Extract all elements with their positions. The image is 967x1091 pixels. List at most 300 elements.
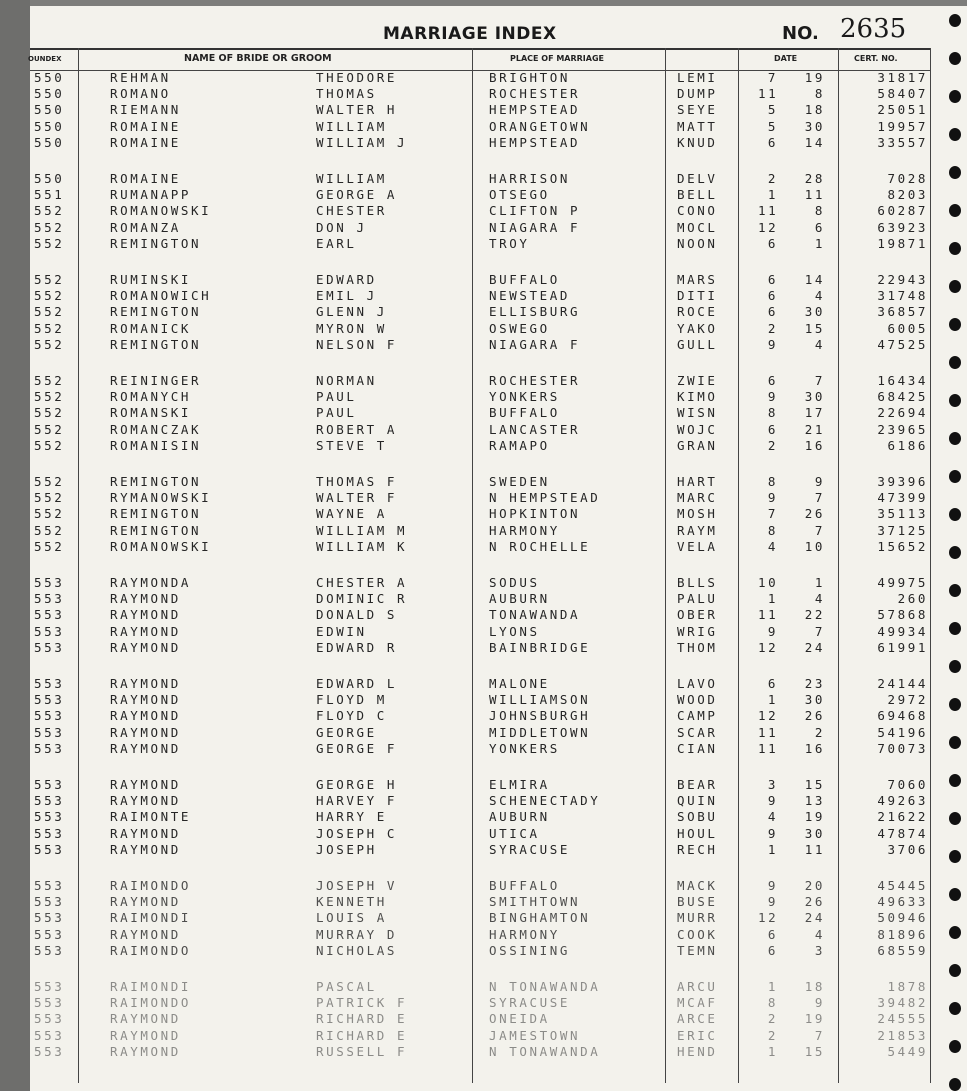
place-of-marriage: BAINBRIDGE	[489, 639, 591, 655]
date-day: 13	[804, 793, 825, 809]
given-name: RICHARD E	[316, 1011, 408, 1027]
place-of-marriage: HOPKINTON	[489, 506, 581, 522]
place-of-marriage: BINGHAMTON	[489, 910, 591, 926]
date-month: 11	[758, 740, 779, 756]
surname: ROMANZA	[110, 219, 181, 235]
certificate-number: 5449	[887, 1043, 928, 1059]
column-rule	[665, 48, 666, 1083]
soundex-code: 552	[34, 405, 65, 421]
date-month: 5	[767, 102, 778, 118]
header-soundex: OUNDEX	[28, 55, 62, 63]
soundex-code: 552	[34, 421, 65, 437]
place-of-marriage: UTICA	[489, 825, 540, 841]
soundex-code: 551	[34, 187, 65, 203]
date-day: 20	[804, 878, 825, 893]
header-name: NAME OF BRIDE OR GROOM	[184, 53, 332, 64]
date-month: 11	[758, 203, 779, 219]
binder-hole	[949, 774, 961, 787]
place-of-marriage: SYRACUSE	[489, 841, 571, 857]
certificate-number: 3706	[887, 841, 928, 857]
surname: ROMANCZAK	[110, 421, 202, 437]
surname: REMINGTON	[110, 304, 202, 320]
date-day: 26	[804, 708, 825, 724]
place-of-marriage: N TONAWANDA	[489, 979, 601, 994]
surname: RAYMONDA	[110, 575, 192, 590]
column-rule	[78, 48, 79, 1083]
date-day: 30	[804, 389, 825, 405]
number-label: NO.	[782, 23, 819, 44]
soundex-code: 553	[34, 676, 65, 691]
given-name: FLOYD C	[316, 708, 387, 724]
soundex-code: 552	[34, 373, 65, 388]
surname: RAYMOND	[110, 894, 181, 910]
given-name: EARL	[316, 235, 357, 251]
officer-code: MURR	[677, 910, 718, 926]
officer-code: LEMI	[677, 70, 718, 85]
certificate-number: 54196	[877, 724, 928, 740]
surname: RYMANOWSKI	[110, 490, 212, 506]
surname: RAIMONDI	[110, 910, 192, 926]
certificate-number: 37125	[877, 522, 928, 538]
officer-code: MOCL	[677, 219, 718, 235]
certificate-number: 31748	[877, 288, 928, 304]
date-day: 15	[804, 320, 825, 336]
date-day: 9	[814, 995, 825, 1011]
soundex-code: 552	[34, 304, 65, 320]
binder-hole	[949, 14, 961, 27]
given-name: PAUL	[316, 389, 357, 405]
date-day: 24	[804, 910, 825, 926]
given-name: WAYNE A	[316, 506, 387, 522]
binder-hole	[949, 660, 961, 673]
place-of-marriage: ORANGETOWN	[489, 118, 591, 134]
column-rule	[738, 48, 739, 1083]
date-month: 6	[767, 926, 778, 942]
soundex-code: 553	[34, 841, 65, 857]
place-of-marriage: BUFFALO	[489, 405, 560, 421]
place-of-marriage: OTSEGO	[489, 187, 550, 203]
soundex-code: 553	[34, 809, 65, 825]
place-of-marriage: ELMIRA	[489, 777, 550, 792]
certificate-number: 21853	[877, 1027, 928, 1043]
officer-code: ROCE	[677, 304, 718, 320]
date-month: 10	[758, 575, 779, 590]
surname: ROMANOWICH	[110, 288, 212, 304]
surname: RIEMANN	[110, 102, 181, 118]
surname: ROMANOWSKI	[110, 203, 212, 219]
date-day: 1	[814, 235, 825, 251]
surname: RAYMOND	[110, 724, 181, 740]
soundex-code: 552	[34, 437, 65, 453]
officer-code: ARCU	[677, 979, 718, 994]
binder-hole	[949, 1078, 961, 1091]
certificate-number: 8203	[887, 187, 928, 203]
index-number: 2635	[840, 14, 907, 44]
place-of-marriage: N HEMPSTEAD	[489, 490, 601, 506]
soundex-code: 552	[34, 506, 65, 522]
certificate-number: 21622	[877, 809, 928, 825]
binder-hole	[949, 546, 961, 559]
surname: REMINGTON	[110, 336, 202, 352]
binder-hole	[949, 584, 961, 597]
soundex-code: 553	[34, 979, 65, 994]
binder-hole	[949, 166, 961, 179]
header-cert: CERT. NO.	[854, 54, 898, 63]
given-name: GEORGE H	[316, 777, 398, 792]
date-month: 7	[767, 70, 778, 85]
given-name: FLOYD M	[316, 692, 387, 708]
place-of-marriage: RAMAPO	[489, 437, 550, 453]
date-day: 7	[814, 490, 825, 506]
date-day: 4	[814, 336, 825, 352]
date-day: 10	[804, 538, 825, 554]
certificate-number: 61991	[877, 639, 928, 655]
date-day: 30	[804, 825, 825, 841]
date-month: 2	[767, 171, 778, 186]
officer-code: HOUL	[677, 825, 718, 841]
surname: RAYMOND	[110, 591, 181, 607]
date-day: 28	[804, 171, 825, 186]
soundex-code: 553	[34, 926, 65, 942]
given-name: THOMAS F	[316, 474, 398, 489]
date-day: 11	[804, 841, 825, 857]
given-name: WILLIAM	[316, 118, 387, 134]
binder-hole	[949, 90, 961, 103]
surname: RAIMONDO	[110, 878, 192, 893]
date-month: 9	[767, 894, 778, 910]
officer-code: WOOD	[677, 692, 718, 708]
certificate-number: 47874	[877, 825, 928, 841]
certificate-number: 7028	[887, 171, 928, 186]
place-of-marriage: MALONE	[489, 676, 550, 691]
given-name: WALTER H	[316, 102, 398, 118]
officer-code: SEYE	[677, 102, 718, 118]
given-name: NELSON F	[316, 336, 398, 352]
date-day: 7	[814, 373, 825, 388]
soundex-code: 550	[34, 102, 65, 118]
date-month: 8	[767, 995, 778, 1011]
soundex-code: 553	[34, 1011, 65, 1027]
given-name: EDWARD R	[316, 639, 398, 655]
officer-code: HEND	[677, 1043, 718, 1059]
binder-hole	[949, 470, 961, 483]
place-of-marriage: LYONS	[489, 623, 540, 639]
date-day: 30	[804, 692, 825, 708]
date-month: 9	[767, 389, 778, 405]
given-name: HARRY E	[316, 809, 387, 825]
certificate-number: 49263	[877, 793, 928, 809]
soundex-code: 552	[34, 219, 65, 235]
officer-code: KNUD	[677, 134, 718, 150]
surname: RAYMOND	[110, 1027, 181, 1043]
date-month: 7	[767, 506, 778, 522]
place-of-marriage: HEMPSTEAD	[489, 134, 581, 150]
officer-code: BLLS	[677, 575, 718, 590]
given-name: DONALD S	[316, 607, 398, 623]
date-day: 4	[814, 591, 825, 607]
surname: RAYMOND	[110, 639, 181, 655]
given-name: EMIL J	[316, 288, 377, 304]
binder-hole	[949, 812, 961, 825]
place-of-marriage: ONEIDA	[489, 1011, 550, 1027]
binder-hole	[949, 926, 961, 939]
soundex-code: 553	[34, 591, 65, 607]
given-name: HARVEY F	[316, 793, 398, 809]
date-day: 26	[804, 894, 825, 910]
binder-hole	[949, 1040, 961, 1053]
given-name: WALTER F	[316, 490, 398, 506]
date-month: 12	[758, 708, 779, 724]
surname: RAIMONDI	[110, 979, 192, 994]
surname: RAYMOND	[110, 1043, 181, 1059]
surname: REMINGTON	[110, 235, 202, 251]
soundex-code: 553	[34, 777, 65, 792]
date-day: 15	[804, 1043, 825, 1059]
date-day: 4	[814, 288, 825, 304]
given-name: RUSSELL F	[316, 1043, 408, 1059]
date-day: 30	[804, 304, 825, 320]
place-of-marriage: NEWSTEAD	[489, 288, 571, 304]
date-month: 6	[767, 288, 778, 304]
soundex-code: 553	[34, 1027, 65, 1043]
officer-code: DELV	[677, 171, 718, 186]
given-name: KENNETH	[316, 894, 387, 910]
officer-code: WISN	[677, 405, 718, 421]
place-of-marriage: ELLISBURG	[489, 304, 581, 320]
date-month: 9	[767, 490, 778, 506]
officer-code: CONO	[677, 203, 718, 219]
soundex-code: 553	[34, 740, 65, 756]
date-day: 7	[814, 1027, 825, 1043]
date-month: 2	[767, 437, 778, 453]
given-name: THOMAS	[316, 86, 377, 102]
surname: ROMANSKI	[110, 405, 192, 421]
date-day: 26	[804, 506, 825, 522]
surname: RAIMONTE	[110, 809, 192, 825]
officer-code: PALU	[677, 591, 718, 607]
given-name: STEVE T	[316, 437, 387, 453]
certificate-number: 81896	[877, 926, 928, 942]
binder-hole	[949, 698, 961, 711]
surname: RAYMOND	[110, 692, 181, 708]
given-name: EDWARD L	[316, 676, 398, 691]
date-day: 2	[814, 724, 825, 740]
surname: RAYMOND	[110, 926, 181, 942]
place-of-marriage: HARMONY	[489, 522, 560, 538]
officer-code: SOBU	[677, 809, 718, 825]
date-month: 3	[767, 777, 778, 792]
certificate-number: 39482	[877, 995, 928, 1011]
soundex-code: 552	[34, 336, 65, 352]
given-name: NICHOLAS	[316, 942, 398, 958]
given-name: PATRICK F	[316, 995, 408, 1011]
place-of-marriage: N ROCHELLE	[489, 538, 591, 554]
place-of-marriage: ROCHESTER	[489, 86, 581, 102]
soundex-code: 553	[34, 575, 65, 590]
date-month: 9	[767, 623, 778, 639]
date-month: 9	[767, 793, 778, 809]
binder-hole	[949, 964, 961, 977]
officer-code: ARCE	[677, 1011, 718, 1027]
surname: RAYMOND	[110, 1011, 181, 1027]
place-of-marriage: TROY	[489, 235, 530, 251]
given-name: DON J	[316, 219, 367, 235]
date-month: 4	[767, 538, 778, 554]
soundex-code: 553	[34, 793, 65, 809]
soundex-code: 553	[34, 942, 65, 958]
surname: REHMAN	[110, 70, 171, 85]
date-month: 6	[767, 272, 778, 287]
certificate-number: 58407	[877, 86, 928, 102]
place-of-marriage: CLIFTON P	[489, 203, 581, 219]
surname: RUMANAPP	[110, 187, 192, 203]
place-of-marriage: TONAWANDA	[489, 607, 581, 623]
surname: RAYMOND	[110, 676, 181, 691]
certificate-number: 47525	[877, 336, 928, 352]
certificate-number: 68559	[877, 942, 928, 958]
date-day: 6	[814, 219, 825, 235]
binder-hole	[949, 736, 961, 749]
officer-code: GULL	[677, 336, 718, 352]
soundex-code: 552	[34, 272, 65, 287]
certificate-number: 49633	[877, 894, 928, 910]
certificate-number: 45445	[877, 878, 928, 893]
date-month: 1	[767, 591, 778, 607]
binder-hole	[949, 128, 961, 141]
certificate-number: 24144	[877, 676, 928, 691]
surname: RAYMOND	[110, 777, 181, 792]
given-name: CHESTER A	[316, 575, 408, 590]
given-name: GLENN J	[316, 304, 387, 320]
given-name: WILLIAM K	[316, 538, 408, 554]
surname: RAYMOND	[110, 740, 181, 756]
date-month: 11	[758, 724, 779, 740]
given-name: JOSEPH V	[316, 878, 398, 893]
date-day: 22	[804, 607, 825, 623]
soundex-code: 550	[34, 70, 65, 85]
scan-edge-left	[0, 0, 30, 1091]
soundex-code: 552	[34, 474, 65, 489]
date-month: 2	[767, 1027, 778, 1043]
soundex-code: 553	[34, 623, 65, 639]
date-month: 2	[767, 320, 778, 336]
officer-code: NOON	[677, 235, 718, 251]
surname: RAYMOND	[110, 825, 181, 841]
date-day: 19	[804, 809, 825, 825]
surname: ROMANISIN	[110, 437, 202, 453]
date-month: 8	[767, 405, 778, 421]
date-month: 6	[767, 421, 778, 437]
date-month: 9	[767, 336, 778, 352]
binder-hole	[949, 242, 961, 255]
officer-code: GRAN	[677, 437, 718, 453]
certificate-number: 70073	[877, 740, 928, 756]
soundex-code: 552	[34, 203, 65, 219]
place-of-marriage: HARMONY	[489, 926, 560, 942]
date-month: 9	[767, 878, 778, 893]
officer-code: WRIG	[677, 623, 718, 639]
date-month: 6	[767, 676, 778, 691]
place-of-marriage: LANCASTER	[489, 421, 581, 437]
place-of-marriage: SYRACUSE	[489, 995, 571, 1011]
officer-code: RECH	[677, 841, 718, 857]
given-name: LOUIS A	[316, 910, 387, 926]
certificate-number: 15652	[877, 538, 928, 554]
binder-hole	[949, 888, 961, 901]
surname: RAIMONDO	[110, 942, 192, 958]
certificate-number: 47399	[877, 490, 928, 506]
certificate-number: 1878	[887, 979, 928, 994]
soundex-code: 553	[34, 878, 65, 893]
soundex-code: 553	[34, 910, 65, 926]
surname: RAYMOND	[110, 607, 181, 623]
date-month: 1	[767, 692, 778, 708]
given-name: GEORGE A	[316, 187, 398, 203]
surname: RAYMOND	[110, 793, 181, 809]
officer-code: LAVO	[677, 676, 718, 691]
officer-code: MACK	[677, 878, 718, 893]
place-of-marriage: JAMESTOWN	[489, 1027, 581, 1043]
soundex-code: 553	[34, 825, 65, 841]
soundex-code: 550	[34, 118, 65, 134]
soundex-code: 553	[34, 1043, 65, 1059]
officer-code: DITI	[677, 288, 718, 304]
date-month: 1	[767, 187, 778, 203]
officer-code: WOJC	[677, 421, 718, 437]
given-name: WILLIAM J	[316, 134, 408, 150]
date-day: 18	[804, 102, 825, 118]
place-of-marriage: BRIGHTON	[489, 70, 571, 85]
date-month: 12	[758, 639, 779, 655]
place-of-marriage: N TONAWANDA	[489, 1043, 601, 1059]
soundex-code: 550	[34, 86, 65, 102]
place-of-marriage: OSSINING	[489, 942, 571, 958]
certificate-number: 23965	[877, 421, 928, 437]
date-day: 7	[814, 522, 825, 538]
soundex-code: 552	[34, 522, 65, 538]
officer-code: RAYM	[677, 522, 718, 538]
date-month: 12	[758, 219, 779, 235]
place-of-marriage: JOHNSBURGH	[489, 708, 591, 724]
soundex-code: 553	[34, 607, 65, 623]
surname: ROMAINE	[110, 171, 181, 186]
certificate-number: 60287	[877, 203, 928, 219]
place-of-marriage: OSWEGO	[489, 320, 550, 336]
officer-code: YAKO	[677, 320, 718, 336]
officer-code: MCAF	[677, 995, 718, 1011]
given-name: MURRAY D	[316, 926, 398, 942]
officer-code: VELA	[677, 538, 718, 554]
officer-code: DUMP	[677, 86, 718, 102]
header-place: PLACE OF MARRIAGE	[510, 54, 604, 63]
officer-code: CAMP	[677, 708, 718, 724]
binder-hole	[949, 394, 961, 407]
binder-hole	[949, 432, 961, 445]
date-month: 6	[767, 235, 778, 251]
certificate-number: 39396	[877, 474, 928, 489]
certificate-number: 49975	[877, 575, 928, 590]
surname: RAIMONDO	[110, 995, 192, 1011]
surname: RAYMOND	[110, 623, 181, 639]
date-day: 21	[804, 421, 825, 437]
date-month: 1	[767, 979, 778, 994]
officer-code: ERIC	[677, 1027, 718, 1043]
date-day: 9	[814, 474, 825, 489]
date-day: 19	[804, 70, 825, 85]
certificate-number: 49934	[877, 623, 928, 639]
column-header-row	[30, 48, 930, 71]
given-name: MYRON W	[316, 320, 387, 336]
